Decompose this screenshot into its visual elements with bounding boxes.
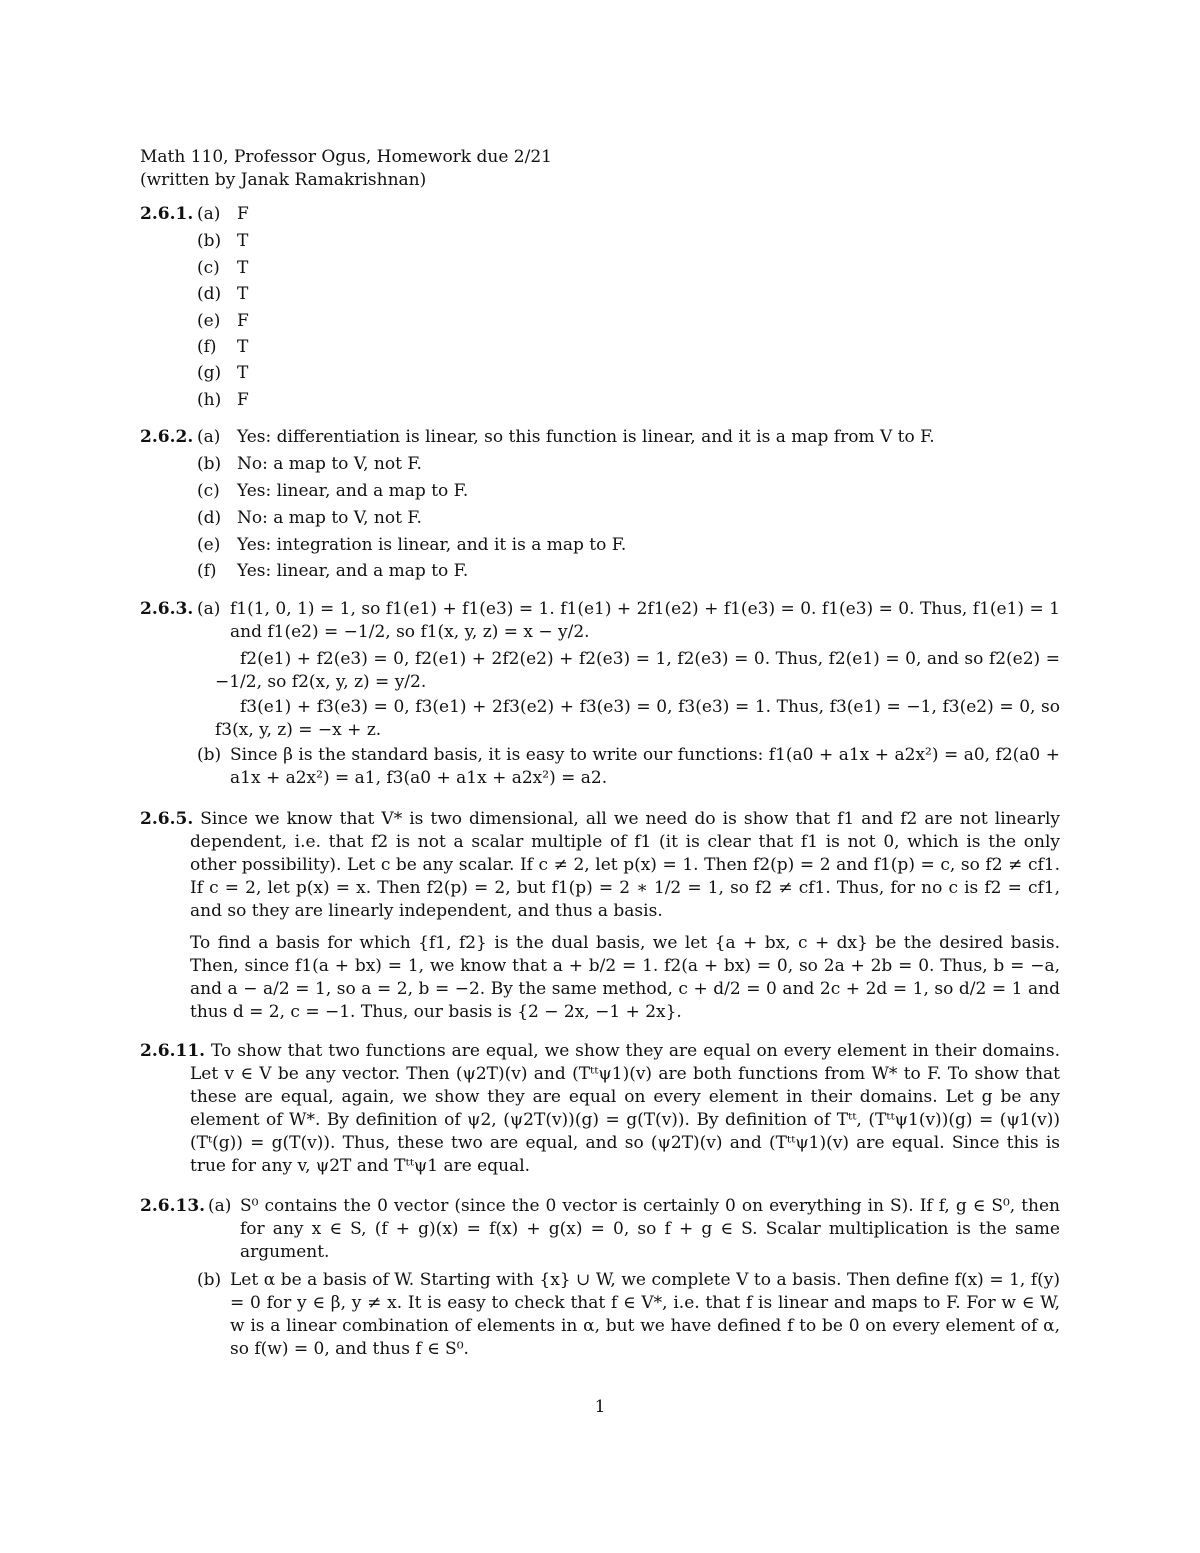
item-answer: T <box>237 363 249 383</box>
header-line-1: Math 110, Professor Ogus, Homework due 2/21 <box>140 147 552 167</box>
item-letter: (e) <box>197 535 221 555</box>
problem-text <box>140 1040 1060 1178</box>
list-item <box>197 363 248 383</box>
item-letter: (b) <box>197 1270 222 1290</box>
item-answer: T <box>237 284 249 304</box>
list-item <box>197 508 422 528</box>
problem-label: 2.6.2. <box>140 427 194 447</box>
item-letter: (h) <box>197 390 222 410</box>
page-number: 1 <box>594 1397 606 1417</box>
item-letter: (b) <box>197 745 222 765</box>
problem-label: 2.6.11. <box>140 1041 206 1061</box>
list-item <box>197 231 248 251</box>
item-letter: (c) <box>197 481 220 501</box>
list-item <box>197 481 468 501</box>
item-answer: T <box>237 231 249 251</box>
part-a-text: S⁰ contains the 0 vector (since the 0 vector is certainly 0 on everything in S). If f, g ∈ S⁰, then for any x ∈ S, (f + g)(x) = f(x) + g(x) = 0, so f + g ∈ S. Scalar multiplication is the same argument. <box>240 1196 1060 1262</box>
item-answer: F <box>237 311 249 331</box>
header-line-2: (written by Janak Ramakrishnan) <box>140 170 427 190</box>
item-letter: (a) <box>208 1196 232 1216</box>
item-answer: F <box>237 204 249 224</box>
part-a-text-2: f2(e1) + f2(e3) = 0, f2(e1) + 2f2(e2) + f2(e3) = 1, f2(e3) = 0. Thus, f2(e1) = 0, and so f2(e2) = −1/2, so f2(x, y, z) = y/2. <box>215 649 1060 692</box>
item-answer: No: a map to V, not F. <box>237 454 422 474</box>
item-answer: Yes: linear, and a map to F. <box>237 561 469 581</box>
item-answer: Yes: differentiation is linear, so this function is linear, and it is a map from V to F. <box>237 427 935 447</box>
part-a-text-3: f3(e1) + f3(e3) = 0, f3(e1) + 2f3(e2) + f3(e3) = 0, f3(e3) = 1. Thus, f3(e1) = −1, f3(e2) = 0, so f3(x, y, z) = −x + z. <box>215 697 1060 740</box>
list-item <box>197 311 249 331</box>
item-letter: (c) <box>197 258 220 278</box>
list-item <box>197 427 935 447</box>
item-answer: Yes: linear, and a map to F. <box>237 481 469 501</box>
part-b-text: Since β is the standard basis, it is easy to write our functions: f1(a0 + a1x + a2x²) = a0, f2(a0 + a1x + a2x²) = a1, f3(a0 + a1x + a2x²) = a2. <box>230 745 1060 788</box>
list-item <box>197 284 248 304</box>
item-answer: T <box>237 258 249 278</box>
list-item <box>197 390 249 410</box>
item-letter: (f) <box>197 561 217 581</box>
item-answer: T <box>237 337 249 357</box>
item-letter: (e) <box>197 311 221 331</box>
item-letter: (f) <box>197 337 217 357</box>
list-item <box>197 204 249 224</box>
item-letter: (d) <box>197 284 222 304</box>
item-letter: (d) <box>197 508 222 528</box>
list-item <box>197 258 248 278</box>
item-answer: No: a map to V, not F. <box>237 508 422 528</box>
item-letter: (a) <box>197 427 221 447</box>
list-item <box>197 454 422 474</box>
paragraph: Since we know that V* is two dimensional, all we need do is show that f1 and f2 are not linearly dependent, i.e. that f2 is not a scalar multiple of f1 (it is clear that f1 is not 0, which is the only other possibility). Let c be any scalar. If c ≠ 2, let p(x) = 1. Then f2(p) = 2 and f1(p) = c, so f2 ≠ cf1. If c = 2, let p(x) = x. Then f2(p) = 2, but f1(p) = 2 ∗ 1/2 = 1, so f2 ≠ cf1. Thus, for no c is f2 = cf1, and so they are linearly independent, and thus a basis. <box>190 809 1060 921</box>
list-item <box>197 561 468 581</box>
item-answer: Yes: integration is linear, and it is a map to F. <box>237 535 627 555</box>
part-a-text: f1(1, 0, 1) = 1, so f1(e1) + f1(e3) = 1. f1(e1) + 2f1(e2) + f1(e3) = 0. f1(e3) = 0. Thus, f1(e1) = 1 and f1(e2) = −1/2, so f1(x, y, z) = x − y/2. <box>230 599 1060 642</box>
item-letter: (g) <box>197 363 222 383</box>
paragraph: To find a basis for which {f1, f2} is the dual basis, we let {a + bx, c + dx} be the desired basis. Then, since f1(a + bx) = 1, we know that a + b/2 = 1. f2(a + bx) = 0, so 2a + 2b = 0. Thus, b = −a, and a − a/2 = 1, so a = 2, b = −2. By the same method, c + d/2 = 0 and 2c + 2d = 1, so d/2 = 1 and thus d = 2, c = −1. Thus, our basis is {2 − 2x, −1 + 2x}. <box>190 933 1060 1022</box>
problem-label: 2.6.5. <box>140 809 194 829</box>
paragraph: To show that two functions are equal, we show they are equal on every element in their domains. Let v ∈ V be any vector. Then (ψ2T)(v) and (Tᵗᵗψ1)(v) are both functions from W* to F. To show that these are equal, again, we show they are equal on every element in their domains. Let g be any element of W*. By definition of ψ2, (ψ2T(v))(g) = g(T(v)). By definition of Tᵗᵗ, (Tᵗᵗψ1(v))(g) = (ψ1(v))(Tᵗ(g)) = g(T(v)). Thus, these two are equal, and so (ψ2T)(v) and (Tᵗᵗψ1)(v) are equal. Since this is true for any v, ψ2T and Tᵗᵗψ1 are equal. <box>190 1041 1061 1176</box>
problem-label: 2.6.1. <box>140 204 194 224</box>
item-letter: (b) <box>197 231 222 251</box>
problem-label: 2.6.3. <box>140 599 194 619</box>
item-answer: F <box>237 390 249 410</box>
part-b-text: Let α be a basis of W. Starting with {x} ∪ W, we complete V to a basis. Then define f(x) = 1, f(y) = 0 for y ∈ β, y ≠ x. It is easy to check that f ∈ V*, i.e. that f is linear and maps to F. For w ∈ W, w is a linear combination of elements in α, but we have defined f to be 0 on every element of α, so f(w) = 0, and thus f ∈ S⁰. <box>230 1270 1060 1359</box>
item-letter: (a) <box>197 204 221 224</box>
list-item <box>197 535 626 555</box>
problem-label: 2.6.13. <box>140 1196 206 1216</box>
problem-text <box>140 808 1060 923</box>
item-letter: (a) <box>197 599 221 619</box>
list-item <box>197 337 248 357</box>
item-letter: (b) <box>197 454 222 474</box>
